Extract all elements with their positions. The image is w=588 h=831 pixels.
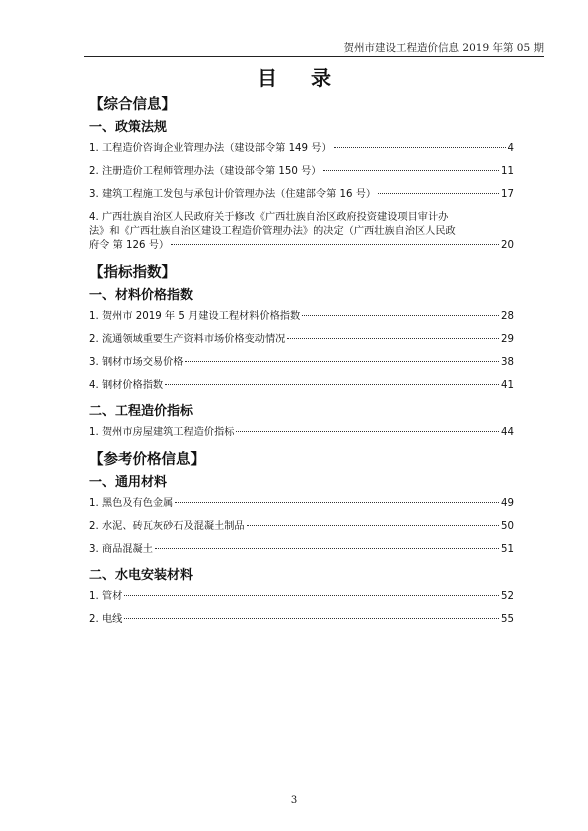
toc-entry-title: 2. 流通领域重要生产资料市场价格变动情况 [89,334,286,345]
toc-entry-row [89,356,514,370]
toc-entry-row [89,310,514,324]
dot-leader [378,193,499,194]
toc-entry-row [89,590,514,604]
toc-entry-title: 4. 钢材价格指数 [89,380,164,391]
toc-entry-line: 法》和《广西壮族自治区建设工程造价管理办法》的决定（广西壮族自治区人民政 [89,226,456,237]
dot-leader [334,147,506,148]
toc-entry-row [89,497,514,511]
toc-entry[interactable] [89,211,514,253]
toc-entry[interactable] [89,613,514,627]
toc-page-number: 28 [501,311,514,322]
toc-entry-row [89,142,514,156]
toc-entry-row [89,426,514,440]
toc-entry[interactable] [89,497,514,511]
dot-leader [124,595,499,596]
toc-page-number: 52 [501,591,514,602]
toc-page-number: 49 [501,498,514,509]
toc-entry[interactable] [89,310,514,324]
toc-page-number: 44 [501,427,514,438]
toc-entry-row [89,543,514,557]
toc-entry-title: 2. 水泥、砖瓦灰砂石及混凝土制品 [89,521,245,532]
dot-leader [124,618,499,619]
toc-entry-title: 3. 建筑工程施工发包与承包计价管理办法（住建部令第 16 号） [89,189,377,200]
header-rule [84,56,544,57]
toc-entry-title: 府令 第 126 号） [89,240,170,251]
dot-leader [323,170,499,171]
dot-leader [247,525,499,526]
toc-entry-row [89,239,514,253]
toc-entry-row [89,333,514,347]
dot-leader [165,384,499,385]
toc-entry[interactable] [89,379,514,393]
toc-entry[interactable] [89,543,514,557]
dot-leader [171,244,499,245]
section-heading: 一、政策法规 [89,120,168,135]
toc-entry-title: 2. 注册造价工程师管理办法（建设部令第 150 号） [89,166,322,177]
dot-leader [155,548,499,549]
toc-page-number: 38 [501,357,514,368]
toc-entry-title: 1. 黑色及有色金属 [89,498,174,509]
toc-entry-title: 1. 贺州市 2019 年 5 月建设工程材料价格指数 [89,311,301,322]
category-heading: 【综合信息】 [89,97,176,113]
section-heading: 二、水电安装材料 [89,568,194,583]
toc-entry-row [89,379,514,393]
toc-entry[interactable] [89,165,514,179]
page-number: 3 [290,795,298,806]
dot-leader [185,361,499,362]
toc-entry-row [89,613,514,627]
category-heading: 【参考价格信息】 [89,452,205,468]
toc-entry-title: 1. 贺州市房屋建筑工程造价指标 [89,427,235,438]
toc-entry[interactable] [89,142,514,156]
toc-entry[interactable] [89,590,514,604]
toc-entry-title: 3. 商品混凝土 [89,544,153,555]
toc-page-number: 17 [501,189,514,200]
toc-page-number: 50 [501,521,514,532]
toc-entry[interactable] [89,333,514,347]
toc-entry-title: 3. 钢材市场交易价格 [89,357,184,368]
toc-page-number: 55 [501,614,514,625]
toc-entry-title: 1. 管材 [89,591,123,602]
toc-page-number: 29 [501,334,514,345]
section-heading: 一、通用材料 [89,475,168,490]
toc-entry-row [89,165,514,179]
toc-entry[interactable] [89,520,514,534]
table-of-contents [89,94,514,636]
toc-page-number: 41 [501,380,514,391]
toc-page-number: 4 [507,143,514,154]
toc-entry[interactable] [89,188,514,202]
section-heading: 二、工程造价指标 [89,404,194,419]
dot-leader [175,502,499,503]
toc-entry-title: 1. 工程造价咨询企业管理办法（建设部令第 149 号） [89,143,332,154]
toc-entry-line: 4. 广西壮族自治区人民政府关于修改《广西壮族自治区政府投资建设项目审计办 [89,212,449,223]
running-header: 贺州市建设工程造价信息 2019 年第 05 期 [343,42,544,54]
toc-page-number: 51 [501,544,514,555]
toc-entry-row [89,520,514,534]
toc-page-number: 20 [501,240,514,251]
dot-leader [287,338,499,339]
page-title: 目录 [257,66,365,90]
section-heading: 一、材料价格指数 [89,288,194,303]
dot-leader [302,315,499,316]
toc-page-number: 11 [501,166,514,177]
toc-entry-title: 2. 电线 [89,614,123,625]
category-heading: 【指标指数】 [89,265,176,281]
toc-entry[interactable] [89,356,514,370]
dot-leader [236,431,499,432]
toc-entry-row [89,188,514,202]
toc-entry[interactable] [89,426,514,440]
